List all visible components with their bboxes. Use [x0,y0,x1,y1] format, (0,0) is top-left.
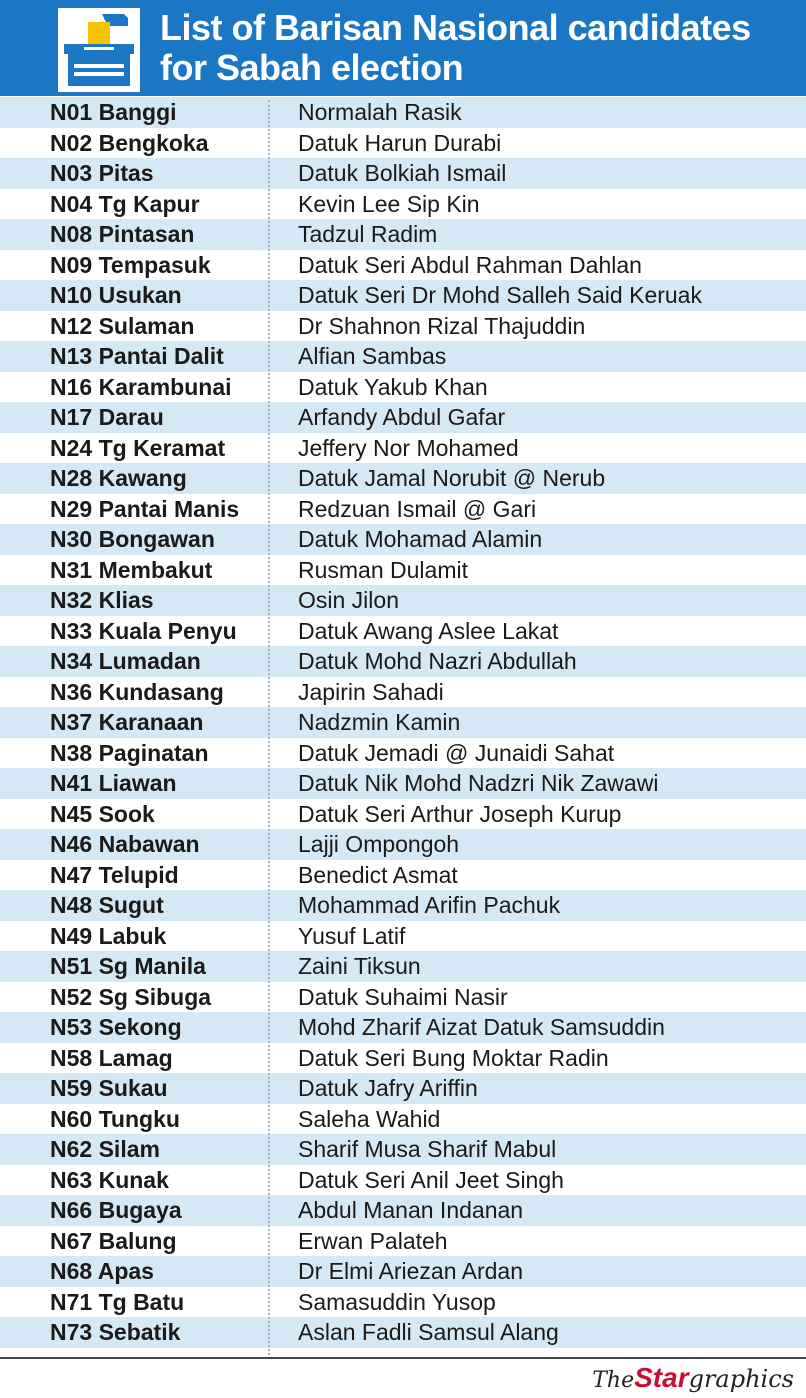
table-row [0,616,806,647]
title-line-2: for Sabah election [160,47,464,88]
candidate-name-cell: Samasuddin Yusop [298,1288,496,1315]
candidate-name-cell: Kevin Lee Sip Kin [298,190,480,217]
table-row [0,982,806,1013]
ballot-box-icon [58,8,140,92]
table-row [0,189,806,220]
candidate-name-cell: Datuk Seri Arthur Joseph Kurup [298,800,622,827]
candidate-name-cell: Datuk Nik Mohd Nadzri Nik Zawawi [298,770,659,796]
constituency-cell: N59 Sukau [50,1075,168,1101]
candidate-name-cell: Datuk Jafry Ariffin [298,1075,478,1101]
candidate-name-cell: Mohammad Arifin Pachuk [298,892,561,918]
logo-star: Star [634,1362,689,1393]
table-row [0,97,806,128]
candidate-name-cell: Datuk Bolkiah Ismail [298,160,507,186]
candidate-name-cell: Normalah Rasik [298,99,462,125]
constituency-cell: N58 Lamag [50,1044,173,1071]
candidate-name-cell: Datuk Yakub Khan [298,373,488,400]
candidate-name-cell: Dr Elmi Ariezan Ardan [298,1258,523,1284]
constituency-cell: N73 Sebatik [50,1319,181,1345]
candidate-name-cell: Datuk Seri Dr Mohd Salleh Said Keruak [298,282,702,308]
constituency-cell: N45 Sook [50,800,155,827]
table-row [0,555,806,586]
constituency-cell: N03 Pitas [50,160,154,186]
constituency-cell: N02 Bengkoka [50,129,209,156]
constituency-cell: N17 Darau [50,404,164,430]
constituency-cell: N31 Membakut [50,556,213,583]
constituency-cell: N38 Paginatan [50,739,209,766]
constituency-cell: N46 Nabawan [50,831,200,857]
thestar-graphics-logo [592,1362,794,1394]
constituency-cell: N08 Pintasan [50,221,195,247]
table-row [0,921,806,952]
constituency-cell: N51 Sg Manila [50,953,206,979]
table-row [0,1073,806,1104]
candidate-name-cell: Datuk Awang Aslee Lakat [298,617,559,644]
candidate-name-cell: Redzuan Ismail @ Gari [298,495,537,522]
table-row [0,524,806,555]
constituency-cell: N10 Usukan [50,282,182,308]
table-row [0,646,806,677]
column-divider [268,100,270,1355]
constituency-cell: N24 Tg Keramat [50,434,226,461]
constituency-cell: N12 Sulaman [50,312,195,339]
table-row [0,219,806,250]
constituency-cell: N09 Tempasuk [50,251,211,278]
candidate-name-cell: Nadzmin Kamin [298,709,461,735]
candidate-name-cell: Osin Jilon [298,587,399,613]
candidate-name-cell: Rusman Dulamit [298,556,468,583]
constituency-cell: N36 Kundasang [50,678,224,705]
title-line-1: List of Barisan Nasional candidates [160,7,751,48]
constituency-cell: N66 Bugaya [50,1197,182,1223]
candidate-name-cell: Datuk Mohd Nazri Abdullah [298,648,577,674]
header-banner [0,0,806,96]
table-row [0,677,806,708]
candidate-name-cell: Datuk Mohamad Alamin [298,526,543,552]
constituency-cell: N52 Sg Sibuga [50,983,212,1010]
constituency-cell: N41 Liawan [50,770,177,796]
constituency-cell: N63 Kunak [50,1166,169,1193]
candidate-name-cell: Arfandy Abdul Gafar [298,404,506,430]
candidate-name-cell: Datuk Seri Anil Jeet Singh [298,1166,564,1193]
table-row [0,1226,806,1257]
constituency-cell: N01 Banggi [50,99,177,125]
candidate-name-cell: Saleha Wahid [298,1105,441,1132]
candidate-name-cell: Tadzul Radim [298,221,438,247]
table-row [0,707,806,738]
candidate-table [0,97,806,1348]
constituency-cell: N68 Apas [50,1258,154,1284]
constituency-cell: N32 Klias [50,587,154,613]
candidate-name-cell: Datuk Harun Durabi [298,129,502,156]
candidate-name-cell: Mohd Zharif Aizat Datuk Samsuddin [298,1014,665,1040]
table-row [0,1012,806,1043]
candidate-name-cell: Zaini Tiksun [298,953,421,979]
candidate-name-cell: Erwan Palateh [298,1227,448,1254]
table-row [0,799,806,830]
table-row [0,768,806,799]
constituency-cell: N71 Tg Batu [50,1288,185,1315]
constituency-cell: N16 Karambunai [50,373,232,400]
table-row [0,463,806,494]
table-row [0,1256,806,1287]
table-row [0,311,806,342]
candidate-name-cell: Datuk Jamal Norubit @ Nerub [298,465,606,491]
table-row [0,372,806,403]
constituency-cell: N34 Lumadan [50,648,201,674]
table-row [0,1317,806,1348]
table-row [0,280,806,311]
table-row [0,341,806,372]
candidate-name-cell: Aslan Fadli Samsul Alang [298,1319,559,1345]
page-title [160,8,800,88]
candidate-name-cell: Jeffery Nor Mohamed [298,434,519,461]
table-row [0,158,806,189]
table-row [0,402,806,433]
constituency-cell: N49 Labuk [50,922,167,949]
constituency-cell: N28 Kawang [50,465,187,491]
table-row [0,433,806,464]
constituency-cell: N67 Balung [50,1227,177,1254]
constituency-cell: N62 Silam [50,1136,160,1162]
table-row [0,738,806,769]
table-row [0,860,806,891]
candidate-name-cell: Sharif Musa Sharif Mabul [298,1136,557,1162]
candidate-name-cell: Yusuf Latif [298,922,406,949]
table-row [0,128,806,159]
constituency-cell: N37 Karanaan [50,709,204,735]
candidate-name-cell: Datuk Jemadi @ Junaidi Sahat [298,739,615,766]
table-row [0,250,806,281]
constituency-cell: N53 Sekong [50,1014,182,1040]
candidate-name-cell: Dr Shahnon Rizal Thajuddin [298,312,586,339]
candidate-name-cell: Datuk Seri Abdul Rahman Dahlan [298,251,642,278]
footer-rule [0,1357,806,1359]
table-row [0,494,806,525]
candidate-name-cell: Japirin Sahadi [298,678,444,705]
table-row [0,1043,806,1074]
table-row [0,1165,806,1196]
candidate-name-cell: Alfian Sambas [298,343,447,369]
table-row [0,829,806,860]
table-row [0,1134,806,1165]
candidate-name-cell: Abdul Manan Indanan [298,1197,524,1223]
table-row [0,1195,806,1226]
constituency-cell: N47 Telupid [50,861,179,888]
table-row [0,951,806,982]
table-row [0,890,806,921]
logo-the: The [592,1368,635,1393]
table-row [0,585,806,616]
constituency-cell: N33 Kuala Penyu [50,617,237,644]
constituency-cell: N13 Pantai Dalit [50,343,224,369]
candidate-name-cell: Datuk Seri Bung Moktar Radin [298,1044,609,1071]
table-row [0,1104,806,1135]
constituency-cell: N30 Bongawan [50,526,215,552]
candidate-name-cell: Benedict Asmat [298,861,458,888]
constituency-cell: N48 Sugut [50,892,164,918]
logo-graphics: graphics [688,1365,794,1393]
table-row [0,1287,806,1318]
constituency-cell: N04 Tg Kapur [50,190,200,217]
candidate-name-cell: Datuk Suhaimi Nasir [298,983,508,1010]
candidate-name-cell: Lajji Ompongoh [298,831,460,857]
constituency-cell: N60 Tungku [50,1105,180,1132]
constituency-cell: N29 Pantai Manis [50,495,240,522]
